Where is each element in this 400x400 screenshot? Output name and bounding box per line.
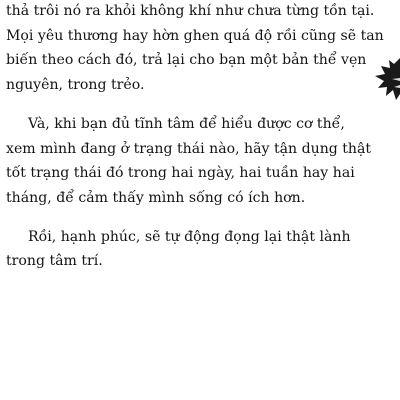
maple-leaf-icon [372, 50, 400, 110]
text-line: Rồi, hạnh phúc, sẽ tự động đọng lại thật lành [28, 229, 351, 245]
text-line: trong tâm trí. [6, 253, 103, 269]
text-line: Mọi yêu thương hay hờn ghen quá độ rồi cũng sẽ tan [6, 28, 384, 44]
text-line: nguyên, trong trẻo. [6, 77, 145, 93]
text-line: biến theo cách đó, trả lại cho bạn một bản thể vẹn [6, 52, 367, 68]
text-line: tháng, để cảm thấy mình sống có ích hơn. [6, 190, 306, 206]
text-line: xem mình đang ở trạng thái nào, hãy tận dụng thật [6, 141, 372, 157]
text-line: tốt trạng thái đó trong hai ngày, hai tuần hay hai [6, 165, 355, 181]
text-line: Và, khi bạn đủ tĩnh tâm để hiểu được cơ thể, [28, 116, 345, 132]
text-line: thả trôi nó ra khỏi không khí như chưa từng tồn tại. [6, 3, 375, 19]
